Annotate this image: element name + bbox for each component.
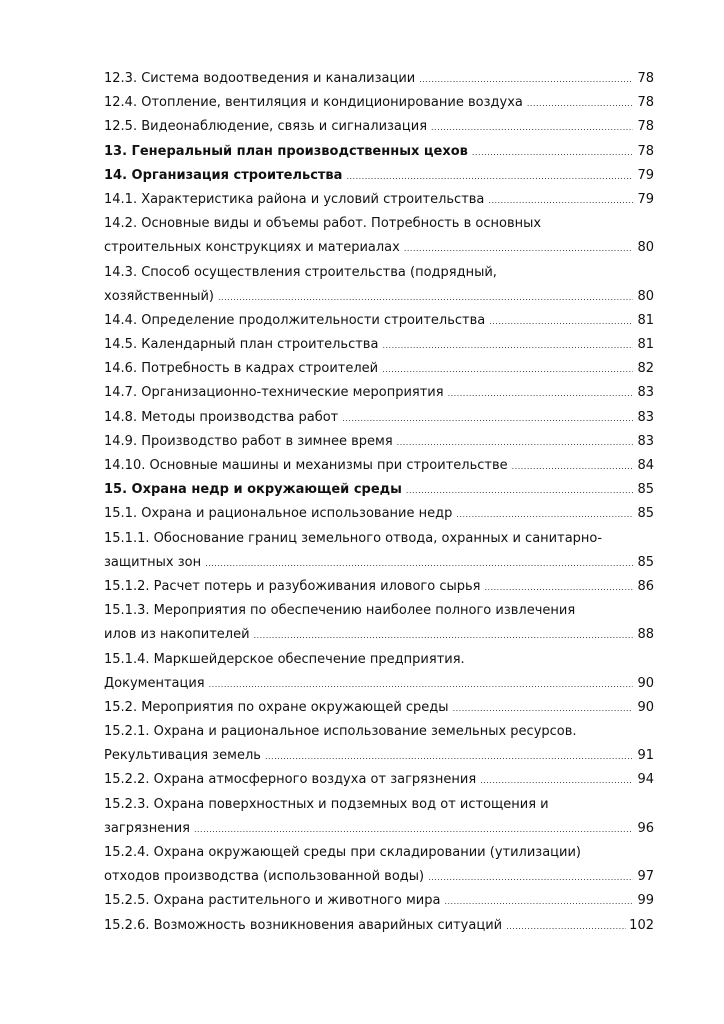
toc-entry-title: 15.2. Мероприятия по охране окружающей среды	[104, 699, 449, 715]
toc-entry-title: 15.2.3. Охрана поверхностных и подземных вод от истощения и	[104, 796, 549, 812]
toc-entry[interactable]	[104, 648, 656, 672]
toc-entry[interactable]	[104, 672, 656, 696]
dot-leader	[419, 68, 633, 92]
toc-entry[interactable]	[104, 696, 656, 720]
dot-leader	[254, 624, 633, 648]
toc-page-number: 82	[637, 361, 654, 377]
dot-leader	[382, 334, 633, 358]
toc-entry-title: Документация	[104, 675, 205, 691]
toc-page-number: 86	[637, 578, 654, 594]
toc-entry-title: 15. Охрана недр и окружающей среды	[104, 482, 402, 498]
dot-leader	[209, 673, 633, 697]
toc-entry[interactable]	[104, 841, 656, 865]
toc-entry-title: 15.1.2. Расчет потерь и разубоживания илового сырья	[104, 578, 481, 594]
toc-page-number: 78	[637, 119, 654, 135]
toc-entry-title: 12.3. Система водоотведения и канализации	[104, 71, 416, 86]
toc-entry[interactable]	[104, 115, 656, 139]
toc-entry-title: защитных зон	[104, 554, 202, 570]
toc-page-number: 90	[637, 675, 654, 691]
toc-entry[interactable]	[104, 406, 656, 430]
toc-entry[interactable]	[104, 381, 656, 405]
toc-entry-title: хозяйственный)	[104, 288, 214, 304]
toc-page-number: 84	[637, 458, 654, 473]
toc-entry-title: Рекультивация земель	[104, 748, 261, 764]
toc-page-number: 90	[637, 699, 654, 715]
dot-leader	[218, 286, 633, 310]
toc-entry-title: 14.7. Организационно-технические мероприятия	[104, 385, 444, 401]
toc-entry[interactable]	[104, 67, 656, 91]
toc-entry-title: 14.5. Календарный план строительства	[104, 337, 379, 353]
toc-entry-title: илов из накопителей	[104, 627, 250, 643]
toc-entry-title: 14.8. Методы производства работ	[104, 409, 339, 425]
toc-entry-title: 15.1.3. Мероприятия по обеспечению наиболее полного извлечения	[104, 603, 576, 619]
toc-page-number: 81	[637, 312, 654, 328]
toc-page-number: 78	[637, 71, 654, 86]
toc-page-number: 85	[637, 482, 654, 498]
dot-leader	[397, 431, 633, 455]
toc-entry-title: 15.1. Охрана и рациональное использование недр	[104, 506, 453, 522]
toc-entry[interactable]	[104, 285, 656, 309]
toc-page-number: 96	[637, 820, 654, 836]
toc-entry-title: загрязнения	[104, 820, 190, 836]
dot-leader	[512, 455, 633, 479]
dot-leader	[448, 382, 633, 406]
toc-entry[interactable]	[104, 478, 656, 502]
toc-entry[interactable]	[104, 188, 656, 212]
toc-entry-title: 12.4. Отопление, вентиляция и кондиционирование воздуха	[104, 95, 523, 111]
dot-leader	[194, 818, 633, 842]
dot-leader	[488, 189, 633, 213]
toc-entry-title: 14.10. Основные машины и механизмы при строительстве	[104, 458, 508, 473]
toc-entry-title: 13. Генеральный план производственных цехов	[104, 143, 468, 159]
toc-entry[interactable]	[104, 309, 656, 333]
toc-entry-title: 14.2. Основные виды и объемы работ. Потребность в основных	[104, 216, 542, 232]
toc-entry-title: 15.2.5. Охрана растительного и животного мира	[104, 893, 441, 909]
toc-entry[interactable]	[104, 333, 656, 357]
toc-page-number: 83	[637, 385, 654, 401]
toc-page-number: 85	[637, 506, 654, 522]
toc-page-number: 80	[637, 288, 654, 304]
toc-page-number: 102	[629, 917, 654, 933]
toc-entry[interactable]	[104, 793, 656, 817]
toc-entry[interactable]	[104, 623, 656, 647]
toc-page-number: 81	[637, 337, 654, 353]
toc-entry[interactable]	[104, 768, 656, 792]
toc-entry-title: 15.1.1. Обоснование границ земельного отвода, охранных и санитарно-	[104, 530, 603, 546]
toc-entry-title: 15.1.4. Маркшейдерское обеспечение предприятия.	[104, 651, 465, 667]
dot-leader	[472, 141, 633, 165]
dot-leader	[342, 407, 633, 431]
dot-leader	[265, 745, 633, 769]
toc-entry-title: 14. Организация строительства	[104, 167, 343, 183]
dot-leader	[431, 116, 633, 140]
dot-leader	[453, 697, 633, 721]
toc-entry[interactable]	[104, 454, 656, 478]
toc-entry[interactable]	[104, 744, 656, 768]
toc-entry[interactable]	[104, 261, 656, 285]
toc-page-number: 83	[637, 409, 654, 425]
toc-entry-title: 14.1. Характеристика района и условий строительства	[104, 191, 485, 207]
toc-entry[interactable]	[104, 817, 656, 841]
toc-page-number: 91	[637, 748, 654, 764]
toc-entry-title: 14.4. Определение продолжительности строительства	[104, 312, 486, 328]
dot-leader	[489, 310, 633, 334]
toc-entry[interactable]	[104, 865, 656, 889]
dot-leader	[484, 576, 633, 600]
dot-leader	[456, 503, 633, 527]
toc-entry-title: 15.2.2. Охрана атмосферного воздуха от загрязнения	[104, 772, 477, 788]
toc-entry[interactable]	[104, 551, 656, 575]
dot-leader	[444, 890, 633, 914]
dot-leader	[404, 237, 633, 261]
toc-entry-title: 12.5. Видеонаблюдение, связь и сигнализация	[104, 119, 428, 135]
toc-entry[interactable]	[104, 140, 656, 164]
toc-entry[interactable]	[104, 91, 656, 115]
toc-entry[interactable]	[104, 720, 656, 744]
dot-leader	[346, 165, 633, 189]
toc-page-number: 79	[637, 167, 654, 183]
dot-leader	[406, 479, 633, 503]
toc-entry[interactable]	[104, 889, 656, 913]
toc-page-number: 80	[637, 240, 654, 256]
dot-leader	[205, 552, 633, 576]
toc-entry-title: 14.6. Потребность в кадрах строителей	[104, 361, 379, 377]
toc-entry[interactable]	[104, 502, 656, 526]
toc-entry-title: 15.2.6. Возможность возникновения аварийных ситуаций	[104, 917, 503, 933]
toc-entry[interactable]	[104, 430, 656, 454]
toc-entry[interactable]	[104, 357, 656, 381]
toc-entry-title: строительных конструкциях и материалах	[104, 240, 400, 256]
table-of-contents	[104, 67, 656, 938]
toc-entry[interactable]	[104, 575, 656, 599]
toc-page-number: 79	[637, 191, 654, 207]
toc-entry-title: 15.2.4. Охрана окружающей среды при складировании (утилизации)	[104, 845, 581, 860]
dot-leader	[428, 866, 633, 890]
toc-entry[interactable]	[104, 914, 656, 938]
toc-entry[interactable]	[104, 527, 656, 551]
toc-entry[interactable]	[104, 212, 656, 236]
toc-page-number: 88	[637, 627, 654, 643]
toc-entry-title: 15.2.1. Охрана и рациональное использование земельных ресурсов.	[104, 724, 577, 740]
toc-entry[interactable]	[104, 236, 656, 260]
toc-page-number: 83	[637, 433, 654, 449]
toc-page-number: 94	[637, 772, 654, 788]
toc-entry-title: отходов производства (использованной воды)	[104, 869, 425, 885]
toc-page-number: 85	[637, 554, 654, 570]
dot-leader	[506, 915, 626, 939]
toc-entry[interactable]	[104, 164, 656, 188]
toc-entry[interactable]	[104, 599, 656, 623]
dot-leader	[480, 769, 633, 793]
toc-entry-title: 14.3. Способ осуществления строительства (подрядный,	[104, 264, 497, 280]
dot-leader	[382, 358, 633, 382]
toc-page-number: 97	[637, 869, 654, 885]
toc-page-number: 78	[637, 143, 654, 159]
toc-page-number: 99	[637, 893, 654, 909]
toc-page-number: 78	[637, 95, 654, 111]
dot-leader	[527, 92, 633, 116]
toc-entry-title: 14.9. Производство работ в зимнее время	[104, 433, 393, 449]
